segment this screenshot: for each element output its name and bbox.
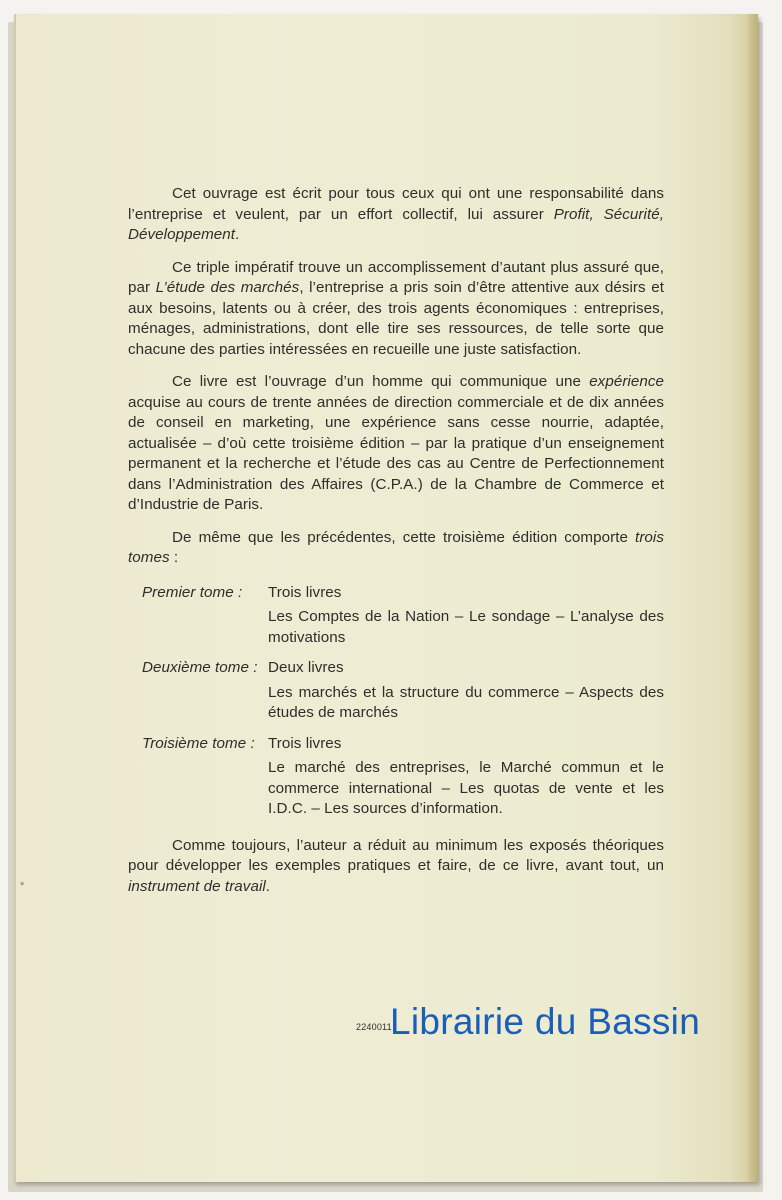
- tome-label: Premier tome :: [142, 583, 243, 601]
- tome-body: [268, 583, 664, 653]
- paragraph-tomes-intro: De même que les précédentes, cette troisième édition comporte trois tomes :: [128, 528, 664, 566]
- paragraph-conclusion: Comme toujours, l’auteur a réduit au minimum les exposés théoriques pour développer les exemples pratiques et faire, de ce livre, avant tout, un instrument de travail.: [128, 836, 664, 895]
- tome-content: Les marchés et la structure du commerce – Aspects des études de marchés: [268, 683, 664, 721]
- paragraph-experience: Ce livre est l’ouvrage d’un homme qui communique une expérience acquise au cours de trente années de direction commerciale et de dix années de conseil en marketing, une expérience sans cesse nourrie, adaptée, actualisée – d’où cette troisième édition – par la pratique d’un enseignement permanent et la recherche et l’étude des cas au Centre de Perfectionnement dans l’Administration des Affaires (C.P.A.) de la Chambre de Commerce et d’Industrie de Paris.: [128, 373, 664, 513]
- tome-count: Trois livres: [268, 583, 342, 601]
- paragraph-imperatif: Ce triple impératif trouve un accomplissement d’autant plus assuré que, par L’étude des marchés, l’entreprise a pris soin d’être attentive aux désirs et aux besoins, latents ou à créer, des trois agents économiques : entreprises, ménages, administrations, dont elle tire ses ressources, de telle sorte que chacune des parties intéressées en recueille une juste satisfaction.: [128, 258, 664, 358]
- tome-item: [128, 734, 664, 824]
- tome-count: Deux livres: [268, 659, 344, 676]
- tome-label: Troisième tome :: [142, 734, 255, 752]
- pencil-mark: *: [20, 880, 25, 892]
- tome-label: Deuxième tome :: [142, 659, 258, 676]
- isbn-code: 2240011: [356, 1022, 392, 1032]
- tome-body: [268, 658, 664, 728]
- tome-content: Le marché des entreprises, le Marché commun et le commerce international – Les quotas de vente et les I.D.C. – Les sources d’information.: [268, 759, 664, 817]
- tome-body: [268, 734, 664, 824]
- back-cover-text: [128, 184, 664, 909]
- tome-item: [128, 583, 664, 653]
- tome-count: Trois livres: [268, 734, 342, 752]
- tomes-list: [128, 583, 664, 824]
- paragraph-intro: Cet ouvrage est écrit pour tous ceux qui ont une responsabilité dans l’entreprise et veulent, par un effort collectif, lui assurer Profit, Sécurité, Développement.: [128, 185, 664, 243]
- tome-content: Les Comptes de la Nation – Le sondage – L’analyse des motivations: [268, 608, 664, 646]
- tome-item: [128, 658, 664, 728]
- cover-edge: [748, 14, 758, 1182]
- seller-watermark: Librairie du Bassin: [390, 1001, 701, 1042]
